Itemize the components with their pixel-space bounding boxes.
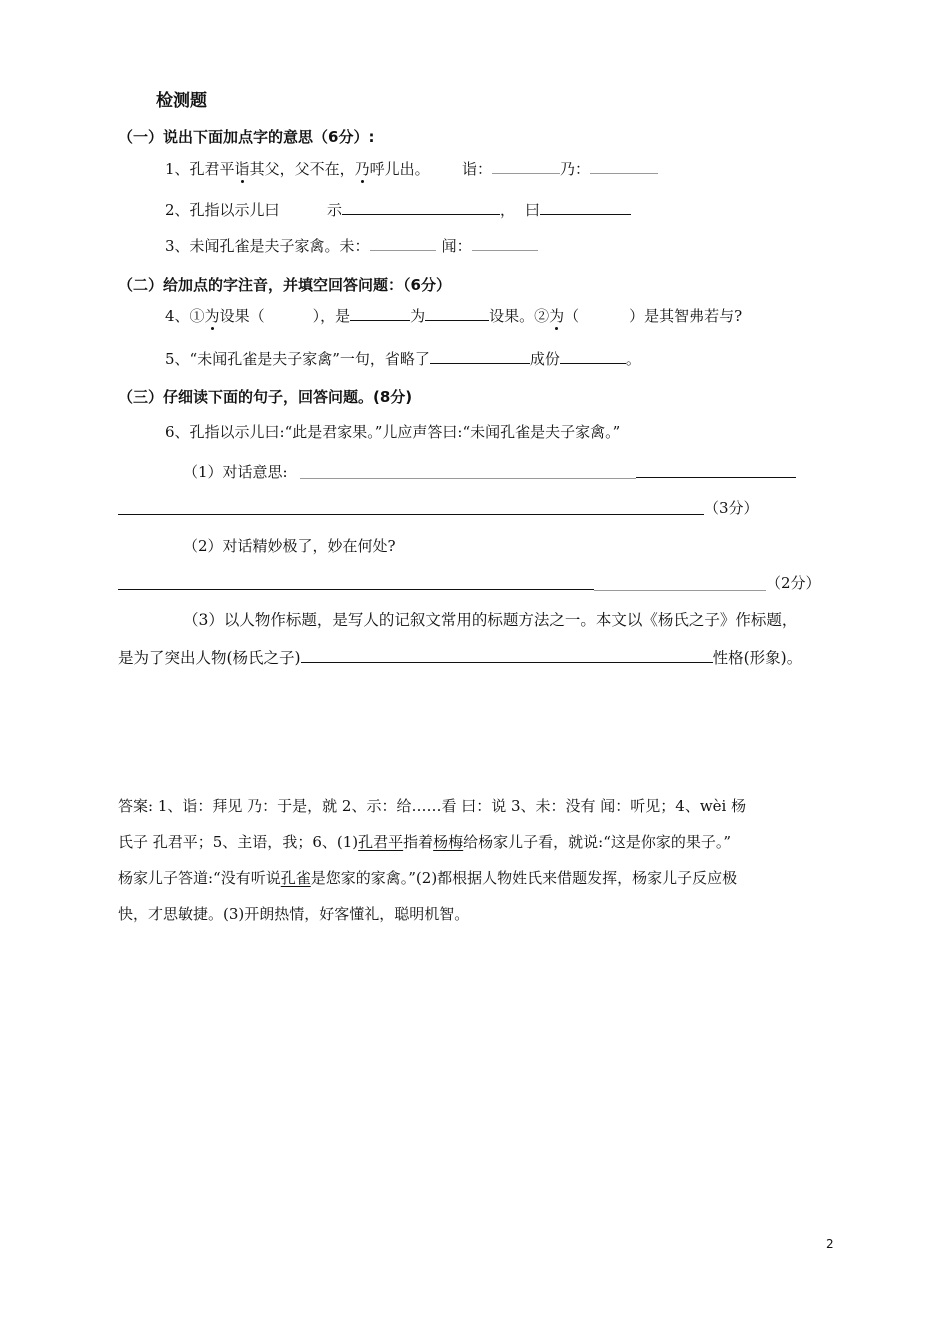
q4-part-7: ）是其智弗若与? <box>629 307 743 325</box>
q5-part-2: 成份 <box>529 350 560 368</box>
q3-text: 3、未闻孔雀是夫子家禽。 <box>165 237 340 255</box>
q2-text: 2、孔指以示儿曰 <box>165 201 280 219</box>
q3-blank-2-label: 闻： <box>441 237 472 255</box>
question-5 <box>165 349 641 369</box>
answer-underlined-2: 杨梅 <box>433 833 464 851</box>
q2-blank-1[interactable] <box>342 200 500 215</box>
q5-blank-1[interactable] <box>430 349 530 364</box>
q5-part-3: 。 <box>625 350 641 368</box>
q5-blank-2[interactable] <box>560 349 626 364</box>
q1-text-b: 其父，父不在， <box>249 160 355 178</box>
section-3-heading: （三）仔细读下面的句子，回答问题。(8分) <box>118 388 413 406</box>
q1-blank-1-label: 诣： <box>462 160 493 178</box>
q1-blank-2-label: 乃： <box>560 160 591 178</box>
q6-sub-3-line-1: （3）以人物作标题，是写人的记叙文常用的标题方法之一。本文以《杨氏之子》作标题， <box>183 611 798 629</box>
answer-line-4: 快，才思敏捷。(3)开朗热情，好客懂礼，聪明机智。 <box>118 905 470 923</box>
section-2-heading: （二）给加点的字注音，并填空回答问题：（6分） <box>118 276 451 294</box>
q6-sub-2-score: （2分） <box>766 574 821 592</box>
q4-dot-char-2: 为 <box>549 307 565 325</box>
q6-sub-3-prefix: 是为了突出人物(杨氏之子) <box>118 649 301 667</box>
answer-line-2 <box>118 824 731 860</box>
q6-sub-3-blank[interactable] <box>301 648 713 663</box>
q6-sub-3-suffix: 性格(形象)。 <box>712 649 803 667</box>
answer-line-2-b: 指着 <box>403 833 434 851</box>
q1-text-a: 1、孔君平 <box>165 160 235 178</box>
question-3 <box>165 236 538 256</box>
q6-sub-1-score: （3分） <box>704 499 759 517</box>
answer-line-3-a: 杨家儿子答道:“没有听说 <box>118 869 281 887</box>
q1-blank-2[interactable] <box>590 159 658 174</box>
question-4 <box>165 306 742 326</box>
q4-part-3: ），是 <box>312 307 351 325</box>
q2-blank-2-label: 曰 <box>525 201 541 219</box>
q2-blank-2[interactable] <box>540 200 631 215</box>
answer-underlined-3: 孔雀 <box>280 869 311 887</box>
q3-blank-1[interactable] <box>370 236 436 251</box>
q1-dot-char-2: 乃 <box>354 160 370 178</box>
answer-line-2-c: 给杨家儿子看，就说:“这是你家的果子。” <box>463 833 732 851</box>
q5-part-1: 5、“未闻孔雀是夫子家禽”一句，省略了 <box>165 350 430 368</box>
answer-line-2-a: 氏子 孔君平；5、主语，我；6、(1) <box>118 833 359 851</box>
answer-line-3 <box>118 860 737 896</box>
page-number: 2 <box>826 1237 834 1251</box>
section-1-heading: （一）说出下面加点字的意思（6分）: <box>118 128 375 146</box>
q6-sub-3-line-2 <box>118 648 802 668</box>
q1-blank-group <box>462 159 658 179</box>
q2-sep: ， <box>500 201 516 219</box>
q6-sub-1-blank-line-2[interactable] <box>118 514 704 515</box>
answer-underlined-1: 孔君平 <box>358 833 404 851</box>
q6-sub-2-blank-thin[interactable] <box>594 590 766 591</box>
q2-blank-1-label: 示 <box>327 201 343 219</box>
q4-part-2: 设果（ <box>219 307 265 325</box>
q6-sub-2-blank-thick[interactable] <box>118 589 594 590</box>
q6-sub-1-blank-thin[interactable] <box>300 478 636 479</box>
page-title: 检测题 <box>156 91 207 111</box>
answer-line-3-b: 是您家的家禽。”(2)都根据人物姓氏来借题发挥，杨家儿子反应极 <box>310 869 738 887</box>
question-6: 6、孔指以示儿曰:“此是君家果。”儿应声答曰:“未闻孔雀是夫子家禽。” <box>165 423 621 441</box>
q6-sub-2-label: （2）对话精妙极了，妙在何处? <box>183 537 396 555</box>
answer-line-1: 答案: 1、诣：拜见 乃：于是，就 2、示：给……看 曰：说 3、未：没有 闻：听见；4、wèi 杨 <box>118 797 747 815</box>
q4-part-1: 4、① <box>165 307 205 325</box>
q4-part-6: （ <box>564 307 580 325</box>
q3-blank-1-label: 未： <box>339 237 370 255</box>
q4-blank-2[interactable] <box>425 306 489 321</box>
question-2 <box>165 200 280 220</box>
q4-blank-1[interactable] <box>350 306 410 321</box>
q1-blank-1[interactable] <box>492 159 560 174</box>
question-1 <box>165 159 430 179</box>
q6-sub-1-label: （1）对话意思: <box>183 463 288 481</box>
q1-text-c: 呼儿出。 <box>369 160 430 178</box>
q1-dot-char-1: 诣 <box>234 160 250 178</box>
q4-part-5: 设果。② <box>489 307 550 325</box>
q3-blank-2[interactable] <box>472 236 538 251</box>
q4-dot-char-1: 为 <box>204 307 220 325</box>
q6-sub-1-blank-thick[interactable] <box>636 477 796 478</box>
q2-blank-group <box>327 200 631 220</box>
q4-part-4: 为 <box>410 307 426 325</box>
